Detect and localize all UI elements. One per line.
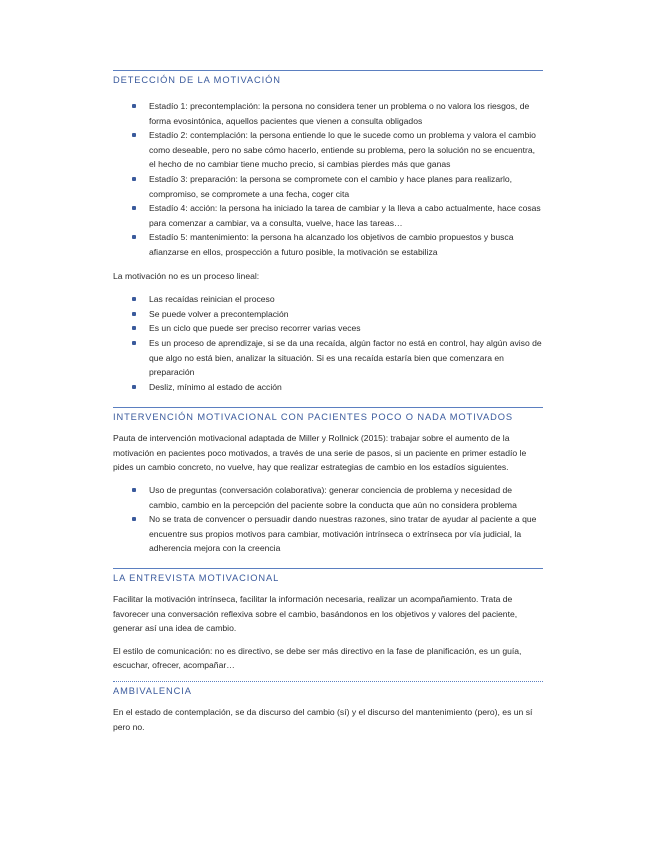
bullet-icon [132,312,136,316]
bullet-icon [132,206,136,210]
list-item: Es un proceso de aprendizaje, si se da una recaída, algún factor no está en control, hay algún aviso de que algo no está bien, analizar la situación. Si es una recaída estaría bien que comenzara en preparación [113,336,543,380]
section-heading-entrevista: LA ENTREVISTA MOTIVACIONAL [113,568,543,585]
bullet-icon [132,488,136,492]
bullet-icon [132,177,136,181]
document-content [113,70,543,734]
bullet-icon [132,297,136,301]
motivacion-list [113,292,543,394]
section-heading-deteccion: DETECCIÓN DE LA MOTIVACIÓN [113,70,543,87]
list-item: No se trata de convencer o persuadir dando nuestras razones, sino tratar de ayudar al paciente a que encuentre sus propios motivos para cambiar, motivación intrínseca o extrínseca por vía judicial, la adherencia mejora con la creencia [113,512,543,556]
intervencion-list [113,483,543,556]
list-item: Uso de preguntas (conversación colaborativa): generar conciencia de problema y necesidad de cambio, cambio en la percepción del paciente sobre la conducta que aún no considera problema [113,483,543,512]
estadios-list [113,99,543,260]
bullet-icon [132,133,136,137]
list-item: Estadío 4: acción: la persona ha iniciado la tarea de cambiar y la lleva a cabo actualmente, hace cosas para comenzar a cambiar, va a consulta, vuelve, hace las tareas… [113,201,543,230]
motivacion-subtitle: La motivación no es un proceso lineal: [113,270,260,281]
bullet-icon [132,517,136,521]
list-item: Desliz, mínimo al estado de acción [113,380,543,395]
bullet-icon [132,104,136,108]
list-item: Estadío 5: mantenimiento: la persona ha alcanzado los objetivos de cambio propuestos y busca afianzarse en ellos, prospección a futuro posible, la motivación se estabiliza [113,230,543,259]
list-item: Estadío 3: preparación: la persona se compromete con el cambio y hace planes para realizarlo, compromiso, se compromete a una fecha, coger cita [113,172,543,201]
bullet-icon [132,385,136,389]
list-item: Estadío 2: contemplación: la persona entiende lo que le sucede como un problema y valora el cambio como deseable, pero no sabe cómo hacerlo, entiende su problema, pero la solución no se encuentra, el hecho de no cambiar tiene mucho precio, si cambias pierdes más que ganas [113,128,543,172]
ambivalencia-paragraph: En el estado de contemplación, se da discurso del cambio (sí) y el discurso del mantenimiento (pero), es un sí pero no. [113,707,533,732]
list-item: Es un ciclo que puede ser preciso recorrer varias veces [113,321,543,336]
entrevista-paragraph-1: Facilitar la motivación intrínseca, facilitar la información necesaria, realizar un acompañamiento. Trata de favorecer una conversación reflexiva sobre el cambio, basándonos en los objetivos y valores del paciente, generar así una idea de cambio. [113,594,518,634]
list-item: Se puede volver a precontemplación [113,307,543,322]
list-item: Estadío 1: precontemplación: la persona no considera tener un problema o no valora los riesgos, de forma evosintónica, aquellos pacientes que vienen a consulta obligados [113,99,543,128]
entrevista-paragraph-2: El estilo de comunicación: no es directivo, se debe ser más directivo en la fase de planificación, es un guía, escuchar, ofrecer, acompañar… [113,645,522,671]
section-heading-ambivalencia: AMBIVALENCIA [113,681,543,698]
bullet-icon [132,235,136,239]
list-item: Las recaídas reinician el proceso [113,292,543,307]
section-heading-intervencion: INTERVENCIÓN MOTIVACIONAL CON PACIENTES POCO O NADA MOTIVADOS [113,407,543,424]
bullet-icon [132,341,136,345]
bullet-icon [132,326,136,330]
intervencion-paragraph: Pauta de intervención motivacional adaptada de Miller y Rollnick (2015): trabajar sobre el aumento de la motivación en pacientes poco motivados, a través de una serie de pasos, si un paciente en primer estadío le pides un cambio concreto, no vuelve, hay que realizar estrategias de cambio en los estadíos siguientes. [113,433,527,473]
